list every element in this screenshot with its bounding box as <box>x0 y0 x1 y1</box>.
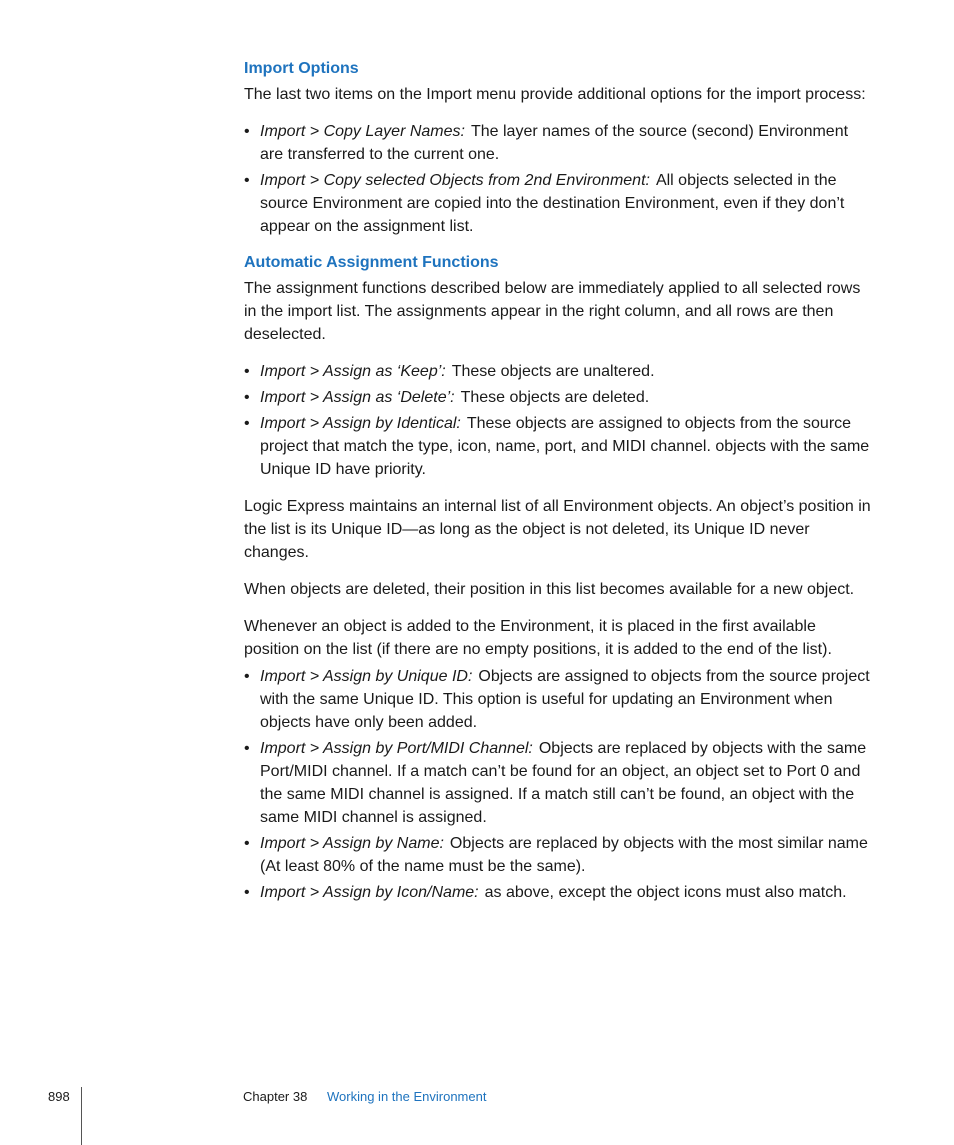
list-item <box>244 737 874 829</box>
list-item <box>244 386 874 409</box>
item-term: Import > Assign as ‘Keep’: <box>260 363 446 380</box>
section-heading-import-options: Import Options <box>244 60 359 77</box>
item-term: Import > Assign by Unique ID: <box>260 668 473 685</box>
section-heading-automatic-assignment: Automatic Assignment Functions <box>244 254 499 271</box>
list-item <box>244 360 874 383</box>
chapter-label: Chapter 38 <box>243 1089 308 1104</box>
item-term: Import > Assign by Name: <box>260 835 444 852</box>
item-desc: The layer names of the source (second) Environment are transferred to the current one. <box>260 123 849 163</box>
page-content <box>244 58 874 918</box>
item-term: Import > Copy selected Objects from 2nd Environment: <box>260 172 650 189</box>
item-desc: Objects are assigned to objects from the source project with the same Unique ID. This option is useful for updating an Environment when objects have only been added. <box>260 668 870 731</box>
list-item <box>244 832 874 878</box>
item-term: Import > Assign by Port/MIDI Channel: <box>260 740 533 757</box>
item-desc: These objects are deleted. <box>460 389 650 406</box>
item-term: Import > Copy Layer Names: <box>260 123 465 140</box>
list-item <box>244 412 874 481</box>
assignment-list-a <box>244 360 874 481</box>
list-item <box>244 120 874 166</box>
chapter-title: Working in the Environment <box>327 1089 487 1104</box>
item-desc: All objects selected in the source Environment are copied into the destination Environment, even if they don’t appear on the assignment list. <box>260 172 845 235</box>
assignment-list-b <box>244 665 874 904</box>
unique-id-paragraph: Logic Express maintains an internal list of all Environment objects. An object’s position in the list is its Unique ID—as long as the object is not deleted, its Unique ID never changes. <box>244 498 871 561</box>
deleted-objects-paragraph: When objects are deleted, their position in this list becomes available for a new object. <box>244 581 855 598</box>
assignment-intro: The assignment functions described below are immediately applied to all selected rows in the import list. The assignments appear in the right column, and all rows are then deselected. <box>244 280 861 343</box>
item-term: Import > Assign by Identical: <box>260 415 461 432</box>
item-desc: These objects are assigned to objects from the source project that match the type, icon, name, port, and MIDI channel. objects with the same Unique ID have priority. <box>260 415 870 478</box>
list-item <box>244 169 874 238</box>
item-term: Import > Assign as ‘Delete’: <box>260 389 455 406</box>
page-number: 898 <box>48 1089 70 1104</box>
import-options-intro: The last two items on the Import menu provide additional options for the import process: <box>244 86 866 103</box>
item-desc: as above, except the object icons must also match. <box>484 884 847 901</box>
added-objects-paragraph: Whenever an object is added to the Environment, it is placed in the first available position on the list (if there are no empty positions, it is added to the end of the list). <box>244 618 832 658</box>
list-item <box>244 881 874 904</box>
footer-divider <box>81 1087 82 1145</box>
item-desc: Objects are replaced by objects with the most similar name (At least 80% of the name must be the same). <box>260 835 868 875</box>
import-options-list <box>244 120 874 238</box>
item-desc: Objects are replaced by objects with the same Port/MIDI channel. If a match can’t be found for an object, an object set to Port 0 and the same MIDI channel is assigned. If a match still can’t be found, an object with the same MIDI channel is assigned. <box>260 740 867 826</box>
item-term: Import > Assign by Icon/Name: <box>260 884 479 901</box>
item-desc: These objects are unaltered. <box>451 363 655 380</box>
list-item <box>244 665 874 734</box>
